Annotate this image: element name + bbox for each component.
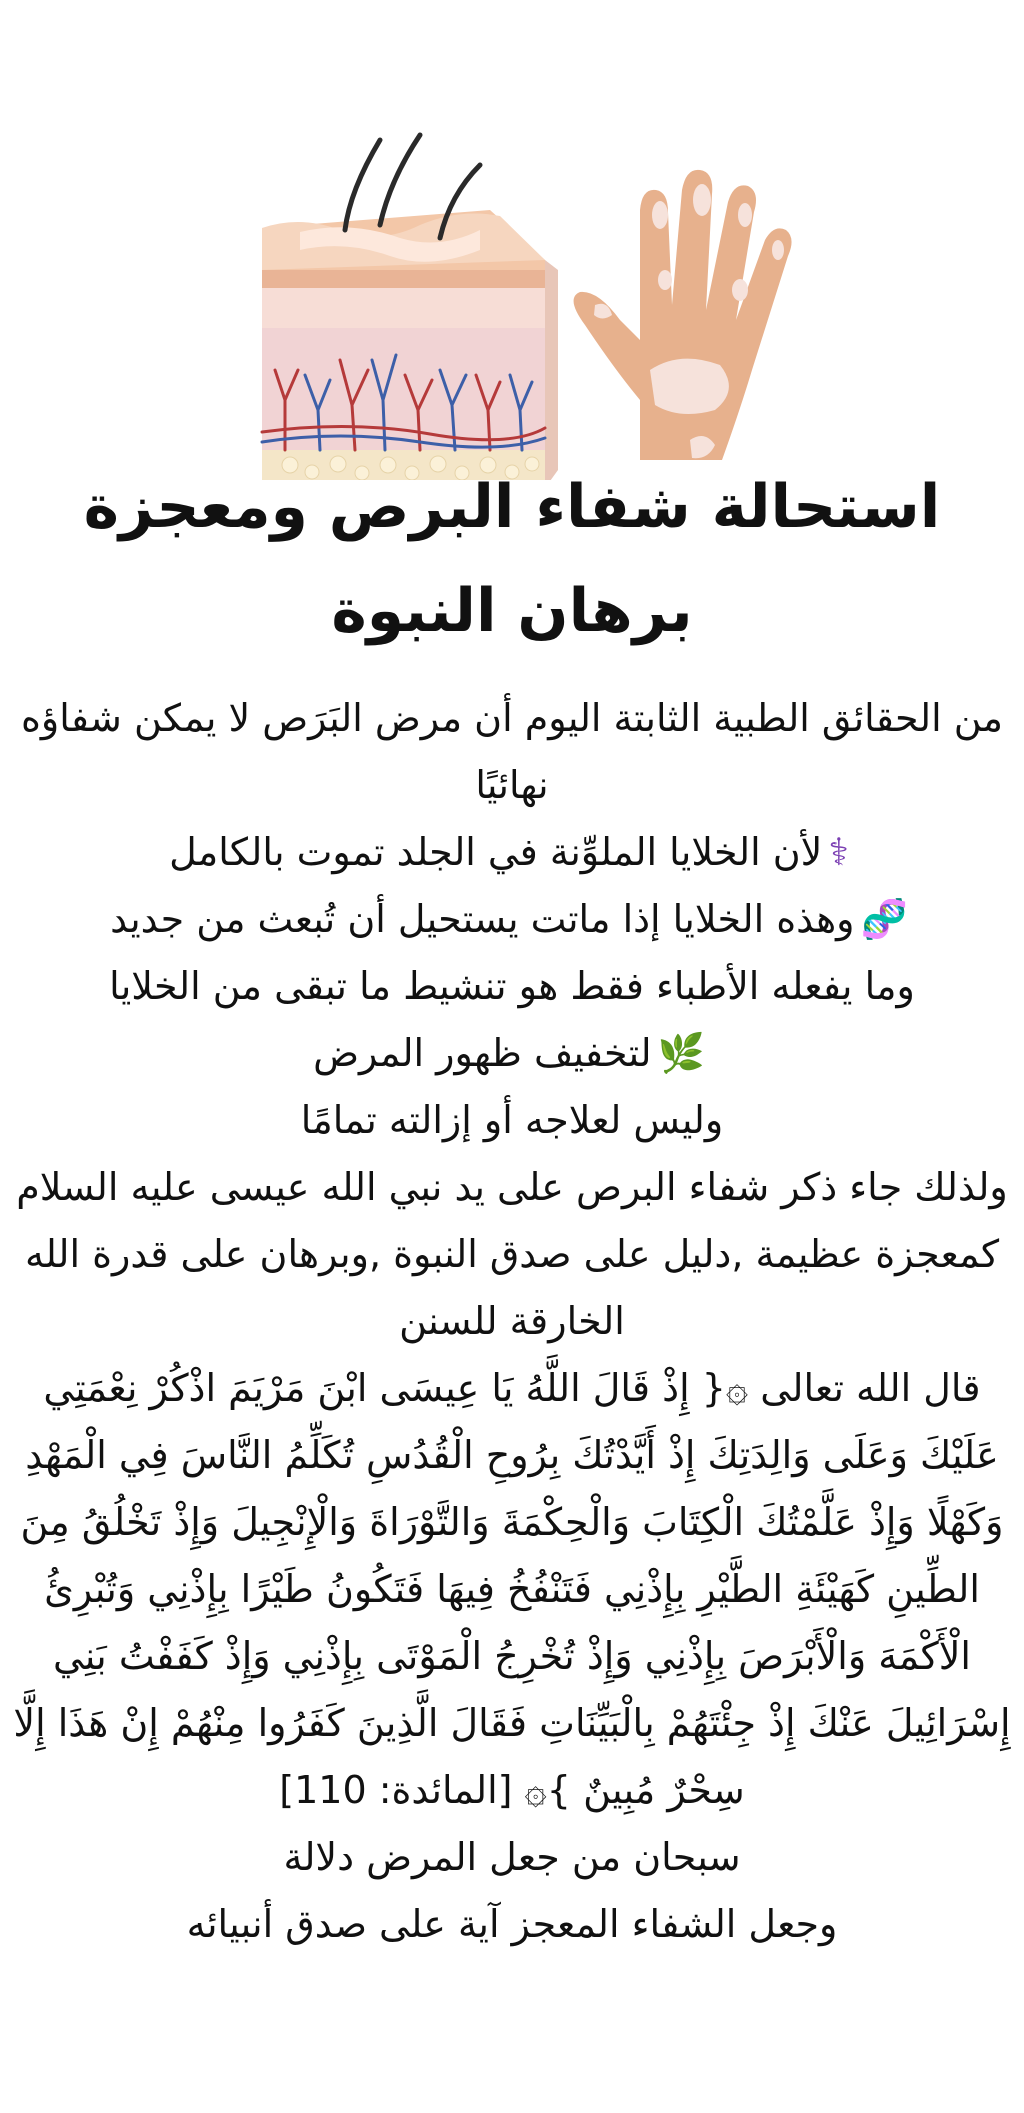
caduceus-icon: ⚕ [828, 830, 849, 874]
paragraph-cells-die-text: لأن الخلايا الملوِّنة في الجلد تموت بالكامل [169, 830, 823, 874]
dna-icon: 🧬 [860, 897, 908, 941]
herb-icon: 🌿 [657, 1031, 705, 1075]
paragraph-miracle: ولذلك جاء ذكر شفاء البرص على يد نبي الله عيسى عليه السلام كمعجزة عظيمة ,دليل على صدق النبوة ,وبرهان على قدرة الله الخارقة للسنن [16, 1165, 1008, 1343]
paragraph-not-cure: وليس لعلاجه أو إزالته تمامًا [300, 1098, 724, 1142]
page-title [40, 455, 984, 663]
paragraph-cells-die [10, 819, 1014, 886]
vitiligo-hand-icon [574, 170, 792, 460]
header-illustration [0, 120, 1024, 480]
paragraph-reduce [10, 1020, 1014, 1087]
paragraph-doctors: وما يفعله الأطباء فقط هو تنشيط ما تبقى من الخلايا [109, 964, 915, 1008]
paragraph-intro: من الحقائق الطبية الثابتة اليوم أن مرض البَرَص لا يمكن شفاؤه نهائيًا [20, 696, 1004, 807]
paragraph-quran-verse: قال الله تعالى ۞{ إِذْ قَالَ اللَّهُ يَا عِيسَى ابْنَ مَرْيَمَ اذْكُرْ نِعْمَتِي عَلَيْكَ وَعَلَى وَالِدَتِكَ إِذْ أَيَّدْتُكَ بِرُوحِ الْقُدُسِ تُكَلِّمُ النَّاسَ فِي الْمَهْدِ وَكَهْلًا وَإِذْ عَلَّمْتُكَ الْكِتَابَ وَالْحِكْمَةَ وَالتَّوْرَاةَ وَالْإِنْجِيلَ وَإِذْ تَخْلُقُ مِنَ الطِّينِ كَهَيْئَةِ الطَّيْرِ بِإِذْنِي فَتَنْفُخُ فِيهَا فَتَكُونُ طَيْرًا بِإِذْنِي وَتُبْرِئُ الْأَكْمَهَ وَالْأَبْرَصَ بِإِذْنِي وَإِذْ تُخْرِجُ الْمَوْتَى بِإِذْنِي وَإِذْ كَفَفْتُ بَنِي إِسْرَائِيلَ عَنْكَ إِذْ جِئْتَهُمْ بِالْبَيِّنَاتِ فَقَالَ الَّذِينَ كَفَرُوا مِنْهُمْ إِنْ هَذَا إِلَّا سِحْرٌ مُبِينٌ }۞ [المائدة: 110] [13, 1366, 1011, 1812]
paragraph-glory: سبحان من جعل المرض دلالة [283, 1835, 741, 1879]
paragraph-closing: وجعل الشفاء المعجز آية على صدق أنبيائه [186, 1902, 838, 1946]
skin-cross-section-icon [262, 135, 558, 480]
paragraph-cells-no-revive-text: وهذه الخلايا إذا ماتت يستحيل أن تُبعث من جديد [110, 897, 855, 941]
article-body [10, 685, 1014, 1958]
title-line-1: استحالة شفاء البرص ومعجزة [83, 472, 941, 542]
paragraph-cells-no-revive [10, 886, 1014, 953]
paragraph-reduce-text: لتخفيف ظهور المرض [313, 1031, 652, 1075]
title-line-2: برهان النبوة [331, 576, 693, 646]
illustration-svg [0, 120, 1024, 480]
